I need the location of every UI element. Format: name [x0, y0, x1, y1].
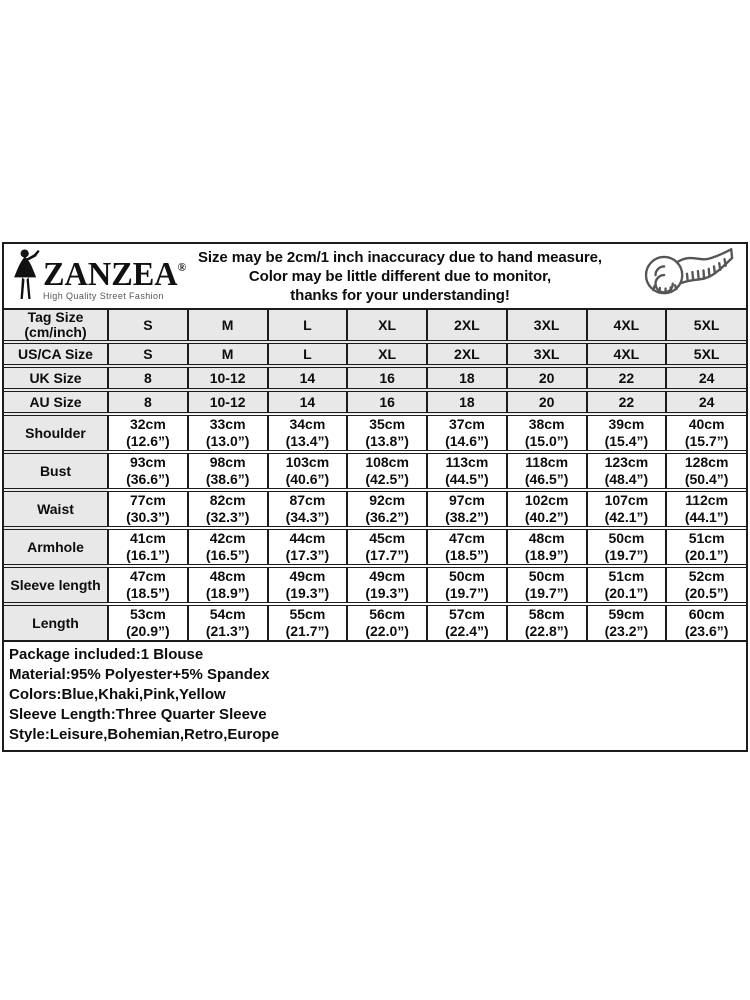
inch-value: (23.6”)	[684, 623, 729, 639]
row-label-line: Tag Size	[27, 309, 84, 325]
measure-cell	[587, 452, 667, 490]
cm-value: 51cm	[688, 530, 725, 546]
size-cell: XL	[347, 342, 427, 366]
cm-value: 48cm	[528, 530, 565, 546]
cm-value: 38cm	[528, 416, 565, 432]
size-table-row	[4, 528, 746, 566]
measure-cell	[268, 452, 348, 490]
inch-value: (19.7”)	[524, 585, 569, 601]
product-info-line: Sleeve Length:Three Quarter Sleeve	[9, 706, 267, 723]
measure-cell	[507, 414, 587, 452]
inch-value: (16.5”)	[205, 547, 250, 563]
inch-value: (48.4”)	[604, 471, 649, 487]
cm-value: 107cm	[604, 492, 649, 508]
measure-cell	[108, 490, 188, 528]
measure-cell	[188, 566, 268, 604]
cm-value: 77cm	[129, 492, 166, 508]
size-table-row	[4, 309, 746, 342]
inch-value: (13.8”)	[365, 433, 409, 449]
cm-value: 87cm	[289, 492, 326, 508]
inch-value: (19.3”)	[285, 585, 330, 601]
cm-value: 60cm	[688, 606, 725, 622]
cm-value: 112cm	[685, 492, 729, 508]
inch-value: (40.6”)	[285, 471, 330, 487]
size-table-row	[4, 452, 746, 490]
size-cell: 24	[666, 366, 746, 390]
cm-value: 37cm	[448, 416, 485, 432]
measure-cell	[188, 528, 268, 566]
inch-value: (18.9”)	[205, 585, 250, 601]
cm-value: 52cm	[688, 568, 725, 584]
measure-cell	[347, 414, 427, 452]
cm-value: 35cm	[369, 416, 406, 432]
inch-value: (14.6”)	[445, 433, 489, 449]
inch-value: (36.6”)	[126, 471, 170, 487]
measure-cell	[507, 490, 587, 528]
size-table-row	[4, 366, 746, 390]
size-cell: L	[268, 309, 348, 342]
measure-cell	[347, 528, 427, 566]
size-table-row	[4, 566, 746, 604]
inch-value: (22.0”)	[365, 623, 409, 639]
cm-value: 49cm	[369, 568, 406, 584]
inch-value: (19.7”)	[445, 585, 489, 601]
measure-cell	[666, 528, 746, 566]
cm-value: 93cm	[129, 454, 166, 470]
size-table	[4, 308, 746, 640]
product-info-line: Package included:1 Blouse	[9, 646, 204, 663]
measure-cell	[108, 566, 188, 604]
size-cell: 10-12	[188, 366, 268, 390]
measure-cell	[507, 452, 587, 490]
measure-cell	[587, 604, 667, 640]
measure-cell	[108, 452, 188, 490]
inch-value: (21.3”)	[205, 623, 250, 639]
cm-value: 123cm	[604, 454, 649, 470]
measure-cell	[587, 414, 667, 452]
size-cell: 18	[427, 366, 507, 390]
measure-cell	[666, 566, 746, 604]
inch-value: (34.3”)	[285, 509, 330, 525]
measure-cell	[108, 604, 188, 640]
product-info	[4, 640, 746, 750]
cm-value: 54cm	[209, 606, 246, 622]
brand-wordmark-block	[43, 251, 194, 301]
cm-value: 108cm	[365, 454, 409, 470]
inch-value: (13.4”)	[285, 433, 330, 449]
measure-cell	[347, 490, 427, 528]
cm-value: 56cm	[369, 606, 406, 622]
cm-value: 92cm	[369, 492, 406, 508]
inch-value: (46.5”)	[524, 471, 569, 487]
cm-value: 32cm	[129, 416, 166, 432]
row-label-line: US/CA Size	[18, 346, 93, 362]
inch-value: (22.4”)	[445, 623, 489, 639]
inch-value: (17.7”)	[365, 547, 409, 563]
cm-value: 97cm	[448, 492, 485, 508]
cm-value: 42cm	[209, 530, 246, 546]
row-label-line: UK Size	[29, 370, 82, 386]
cm-value: 45cm	[369, 530, 406, 546]
cm-value: 53cm	[129, 606, 166, 622]
cm-value: 113cm	[445, 454, 489, 470]
cm-value: 59cm	[608, 606, 645, 622]
cm-value: 44cm	[289, 530, 326, 546]
row-label: Armhole	[4, 528, 108, 566]
size-cell: 16	[347, 390, 427, 414]
size-cell: 22	[587, 390, 667, 414]
size-cell: S	[108, 309, 188, 342]
inch-value: (44.1”)	[684, 509, 729, 525]
size-cell: 8	[108, 366, 188, 390]
inch-value: (42.5”)	[365, 471, 409, 487]
cm-value: 57cm	[448, 606, 485, 622]
row-label-line: AU Size	[29, 394, 82, 410]
row-label	[4, 366, 108, 390]
measure-cell	[507, 528, 587, 566]
cm-value: 55cm	[289, 606, 326, 622]
disclaimer-text	[196, 248, 604, 305]
size-cell: 5XL	[666, 342, 746, 366]
row-label	[4, 309, 108, 342]
size-table-row	[4, 414, 746, 452]
cm-value: 51cm	[608, 568, 645, 584]
size-cell: 14	[268, 390, 348, 414]
inch-value: (20.9”)	[126, 623, 170, 639]
cm-value: 49cm	[289, 568, 326, 584]
measure-cell	[347, 566, 427, 604]
measure-cell	[427, 528, 507, 566]
inch-value: (38.2”)	[445, 509, 489, 525]
size-table-row	[4, 490, 746, 528]
inch-value: (42.1”)	[604, 509, 649, 525]
measure-cell	[268, 414, 348, 452]
size-cell: 22	[587, 366, 667, 390]
measure-cell	[666, 604, 746, 640]
inch-value: (36.2”)	[365, 509, 409, 525]
measure-cell	[188, 490, 268, 528]
measure-cell	[427, 490, 507, 528]
size-cell: 20	[507, 366, 587, 390]
size-cell: L	[268, 342, 348, 366]
row-label	[4, 390, 108, 414]
inch-value: (30.3”)	[126, 509, 170, 525]
size-cell: 18	[427, 390, 507, 414]
cm-value: 48cm	[209, 568, 246, 584]
row-label-line: (cm/inch)	[24, 324, 87, 340]
cm-value: 34cm	[289, 416, 326, 432]
inch-value: (18.5”)	[445, 547, 489, 563]
measure-cell	[268, 528, 348, 566]
inch-value: (20.1”)	[684, 547, 729, 563]
size-cell: 8	[108, 390, 188, 414]
cm-value: 82cm	[209, 492, 246, 508]
size-cell: XL	[347, 309, 427, 342]
disclaimer-line: Color may be little different due to monitor,	[248, 267, 552, 285]
size-cell: 2XL	[427, 342, 507, 366]
inch-value: (17.3”)	[285, 547, 330, 563]
measure-cell	[587, 490, 667, 528]
row-label: Waist	[4, 490, 108, 528]
product-info-line: Material:95% Polyester+5% Spandex	[9, 666, 270, 683]
product-info-line: Colors:Blue,Khaki,Pink,Yellow	[9, 686, 226, 703]
cm-value: 50cm	[608, 530, 645, 546]
measure-cell	[347, 604, 427, 640]
inch-value: (12.6”)	[126, 433, 170, 449]
measure-cell	[427, 414, 507, 452]
measure-cell	[587, 528, 667, 566]
measure-cell	[587, 566, 667, 604]
inch-value: (23.2”)	[604, 623, 649, 639]
measure-cell	[666, 414, 746, 452]
measure-cell	[666, 452, 746, 490]
size-table-row	[4, 604, 746, 640]
size-cell: 20	[507, 390, 587, 414]
cm-value: 40cm	[688, 416, 725, 432]
measure-cell	[347, 452, 427, 490]
row-label: Shoulder	[4, 414, 108, 452]
size-table-row	[4, 390, 746, 414]
size-table-row	[4, 342, 746, 366]
measure-cell	[427, 604, 507, 640]
inch-value: (15.0”)	[524, 433, 569, 449]
measure-cell	[507, 566, 587, 604]
cm-value: 58cm	[528, 606, 565, 622]
cm-value: 47cm	[448, 530, 485, 546]
measure-cell	[108, 528, 188, 566]
cm-value: 128cm	[684, 454, 729, 470]
size-cell: M	[188, 342, 268, 366]
size-cell: 4XL	[587, 342, 667, 366]
measure-cell	[108, 414, 188, 452]
measure-cell	[268, 490, 348, 528]
size-cell: M	[188, 309, 268, 342]
size-cell: 4XL	[587, 309, 667, 342]
header	[4, 244, 746, 308]
cm-value: 41cm	[129, 530, 166, 546]
brand-logo	[4, 248, 196, 304]
inch-value: (15.4”)	[604, 433, 649, 449]
cm-value: 47cm	[129, 568, 166, 584]
cm-value: 102cm	[524, 492, 569, 508]
inch-value: (20.5”)	[684, 585, 729, 601]
measure-cell	[268, 566, 348, 604]
brand-tagline: High Quality Street Fashion	[43, 291, 164, 301]
brand-name: ZANZEA®	[43, 256, 187, 293]
measure-cell	[427, 452, 507, 490]
cm-value: 33cm	[209, 416, 246, 432]
row-label	[4, 342, 108, 366]
inch-value: (19.3”)	[365, 585, 409, 601]
inch-value: (40.2”)	[524, 509, 569, 525]
woman-figure-icon	[11, 248, 41, 304]
cm-value: 50cm	[528, 568, 565, 584]
measure-cell	[188, 604, 268, 640]
inch-value: (18.9”)	[524, 547, 569, 563]
measure-cell	[427, 566, 507, 604]
size-cell: 24	[666, 390, 746, 414]
cm-value: 118cm	[525, 454, 569, 470]
inch-value: (44.5”)	[445, 471, 489, 487]
cm-value: 103cm	[285, 454, 330, 470]
cm-value: 98cm	[209, 454, 246, 470]
disclaimer-line: Size may be 2cm/1 inch inaccuracy due to hand measure,	[198, 248, 602, 266]
inch-value: (15.7”)	[684, 433, 729, 449]
cm-value: 39cm	[608, 416, 645, 432]
size-cell: 2XL	[427, 309, 507, 342]
disclaimer-line: thanks for your understanding!	[290, 286, 510, 304]
inch-value: (20.1”)	[604, 585, 649, 601]
measure-cell	[666, 490, 746, 528]
inch-value: (18.5”)	[126, 585, 170, 601]
measure-cell	[188, 414, 268, 452]
inch-value: (13.0”)	[205, 433, 250, 449]
row-label: Bust	[4, 452, 108, 490]
size-cell: 5XL	[666, 309, 746, 342]
inch-value: (22.8”)	[524, 623, 569, 639]
inch-value: (50.4”)	[684, 471, 729, 487]
size-cell: 16	[347, 366, 427, 390]
measure-cell	[507, 604, 587, 640]
size-cell: 3XL	[507, 342, 587, 366]
registered-mark-icon: ®	[177, 260, 187, 274]
row-label: Sleeve length	[4, 566, 108, 604]
inch-value: (21.7”)	[285, 623, 330, 639]
measure-cell	[268, 604, 348, 640]
product-info-line: Style:Leisure,Bohemian,Retro,Europe	[9, 726, 280, 743]
measure-cell	[188, 452, 268, 490]
size-cell: 10-12	[188, 390, 268, 414]
row-label: Length	[4, 604, 108, 640]
cm-value: 50cm	[448, 568, 485, 584]
inch-value: (16.1”)	[126, 547, 170, 563]
size-cell: 14	[268, 366, 348, 390]
tape-measure-icon	[604, 247, 746, 305]
inch-value: (32.3”)	[205, 509, 250, 525]
inch-value: (38.6”)	[205, 471, 250, 487]
size-chart-sheet	[2, 242, 748, 752]
size-cell: S	[108, 342, 188, 366]
inch-value: (19.7”)	[604, 547, 649, 563]
size-cell: 3XL	[507, 309, 587, 342]
